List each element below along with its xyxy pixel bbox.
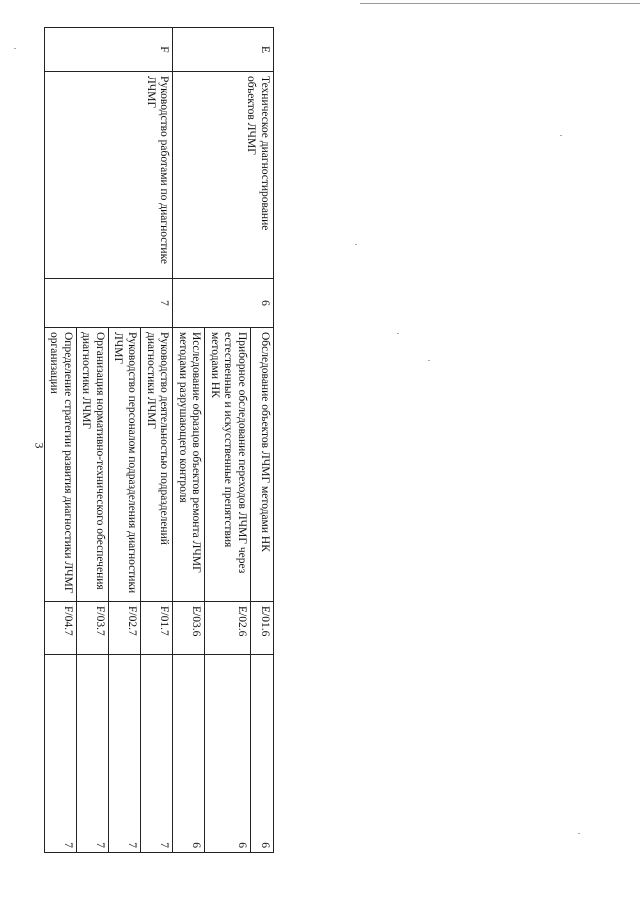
table-row <box>251 28 274 853</box>
labor-function-name: Приборное обследование переходов ЛЧМГ через естественные и искусственные препятствия методами НК <box>205 328 251 602</box>
labor-function-level: 7 <box>76 655 108 853</box>
labor-function-level: 7 <box>141 655 173 853</box>
scan-speck <box>397 333 399 334</box>
page-number: 3 <box>32 442 47 449</box>
generalized-function-name: Руководство работами по диагностике ЛЧМГ <box>44 72 173 279</box>
qualification-level: 7 <box>44 279 173 328</box>
labor-function-name: Обследование объектов ЛЧМГ методами НК <box>251 328 274 602</box>
labor-function-code: F/04.7 <box>44 602 76 655</box>
labor-function-level: 7 <box>108 655 140 853</box>
labor-function-name: Организация нормативно-технического обеспечения диагностики ЛЧМГ <box>76 328 108 602</box>
labor-function-code: F/03.7 <box>76 602 108 655</box>
scan-edge-line <box>360 3 640 4</box>
scan-speck <box>560 135 562 136</box>
labor-function-code: E/03.6 <box>173 602 205 655</box>
generalized-function-code: E <box>173 28 274 72</box>
scan-speck <box>14 48 16 49</box>
labor-function-level: 7 <box>44 655 76 853</box>
scan-speck <box>428 360 430 361</box>
labor-function-name: Исследование образцов объектов ремонта ЛЧМГ методами разрушающего контроля <box>173 328 205 602</box>
qualification-level: 6 <box>173 279 274 328</box>
table-row <box>141 28 173 853</box>
labor-function-level: 6 <box>251 655 274 853</box>
functions-table <box>44 27 274 853</box>
generalized-function-name: Техническое диагностирование объектов ЛЧМГ <box>173 72 274 279</box>
labor-function-name: Определение стратегии развития диагностики ЛЧМГ организации <box>44 328 76 602</box>
generalized-function-code: F <box>44 28 173 72</box>
labor-function-code: F/01.7 <box>141 602 173 655</box>
labor-function-name: Руководство деятельностью подразделений диагностики ЛЧМГ <box>141 328 173 602</box>
functions-table-wrapper <box>48 27 274 852</box>
functions-table-rotated <box>48 27 274 852</box>
labor-function-code: F/02.7 <box>108 602 140 655</box>
labor-function-name: Руководство персоналом подразделения диагностики ЛЧМГ <box>108 328 140 602</box>
labor-function-level: 6 <box>205 655 251 853</box>
labor-function-code: E/02.6 <box>205 602 251 655</box>
scan-speck <box>578 833 580 834</box>
labor-function-level: 6 <box>173 655 205 853</box>
labor-function-code: E/01.6 <box>251 602 274 655</box>
scan-speck <box>355 244 357 245</box>
